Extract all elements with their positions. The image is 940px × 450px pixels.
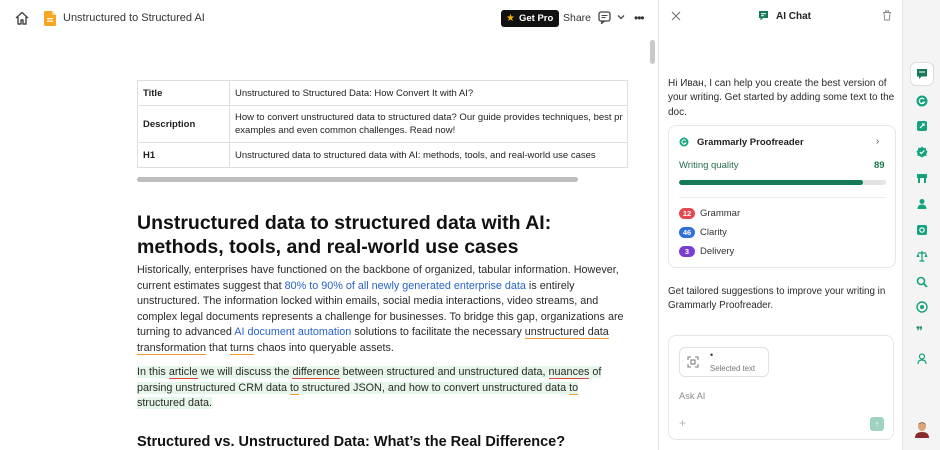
suggestion-underline[interactable]: nuances xyxy=(548,366,590,378)
automation-link[interactable]: AI document automation xyxy=(234,326,352,339)
text-run: chaos into queryable assets. xyxy=(254,341,394,354)
user-avatar[interactable] xyxy=(915,421,929,438)
quality-progress-fill xyxy=(679,180,863,185)
grammarly-icon xyxy=(679,137,689,147)
text-run: solutions to facilitate the necessary xyxy=(351,326,525,339)
plagiarism-checker-icon[interactable] xyxy=(916,301,928,313)
scales-icon[interactable] xyxy=(916,250,928,262)
horizontal-scrollbar[interactable] xyxy=(137,177,578,182)
ai-chat-icon xyxy=(758,10,769,21)
divider xyxy=(679,197,886,198)
table-row xyxy=(138,143,628,168)
scope-paragraph[interactable] xyxy=(137,365,627,412)
suggestion-underline[interactable]: article xyxy=(168,366,198,378)
document-title[interactable]: Unstructured to Structured AI xyxy=(63,12,205,24)
rewrite-icon[interactable] xyxy=(916,120,928,132)
description-line-1: How to convert unstructured data to structured data? Our guide provides techniques, best pr xyxy=(235,112,623,123)
table-cell-key: H1 xyxy=(138,143,230,168)
suggestion-underline[interactable]: unstructured data transformation xyxy=(137,326,609,354)
proofreader-title: Grammarly Proofreader xyxy=(697,137,804,148)
chip-bullet: • xyxy=(710,350,714,360)
greeting-message: Hi Иван, I can help you create the best version of your writing. Get started by adding some text to the doc. xyxy=(668,78,895,118)
ask-ai-input[interactable]: Ask AI xyxy=(679,391,706,401)
add-icon[interactable]: + xyxy=(679,416,687,430)
tailored-message: Get tailored suggestions to improve your writing in Grammarly Proofreader. xyxy=(668,286,886,312)
text-run: that xyxy=(206,341,231,354)
issue-grammar[interactable] xyxy=(679,208,740,219)
writing-quality-score: 89 xyxy=(874,160,885,171)
reader-reactions-icon[interactable] xyxy=(916,198,928,210)
comment-icon[interactable] xyxy=(598,11,611,24)
issue-count-badge: 46 xyxy=(679,227,695,238)
expert-review-icon[interactable] xyxy=(916,172,928,184)
vertical-scrollbar[interactable] xyxy=(650,40,655,64)
table-cell-value[interactable] xyxy=(230,106,628,143)
home-icon[interactable] xyxy=(14,10,30,26)
close-icon[interactable] xyxy=(671,11,681,21)
share-button[interactable]: Share xyxy=(563,12,592,24)
table-cell-value[interactable]: Unstructured data to structured data with AI: methods, tools, and real-world use cases xyxy=(230,143,628,168)
section-subheading[interactable]: Structured vs. Unstructured Data: What’s the Real Difference? xyxy=(137,434,566,450)
text-run: of parsing unstructured CRM data xyxy=(137,366,602,394)
suggestion-underline[interactable]: to xyxy=(569,381,579,394)
table-row xyxy=(138,81,628,106)
suggestion-underline[interactable]: difference xyxy=(292,366,340,378)
humanizer-icon[interactable] xyxy=(916,353,928,365)
trash-icon[interactable] xyxy=(882,10,892,21)
text-run: structured JSON, and how to convert unstructured data xyxy=(299,381,570,394)
ai-chat-panel xyxy=(658,0,902,450)
top-bar xyxy=(0,0,658,36)
selected-text-chip[interactable] xyxy=(679,347,769,377)
chat-input-box[interactable] xyxy=(668,335,894,440)
selection-icon xyxy=(687,356,699,368)
text-run: In this xyxy=(137,366,169,378)
table-cell-value[interactable]: Unstructured to Structured Data: How Convert It with AI? xyxy=(230,81,628,106)
description-line-2: examples and even common challenges. Read now! xyxy=(235,125,456,136)
star-icon: ★ xyxy=(506,13,515,24)
writing-quality-label: Writing quality xyxy=(679,160,739,171)
issue-label: Grammar xyxy=(700,208,741,219)
ai-chat-icon[interactable] xyxy=(916,68,928,80)
suggestion-underline[interactable]: to xyxy=(290,381,300,394)
more-options-icon[interactable]: ••• xyxy=(634,11,644,25)
document-canvas xyxy=(0,36,658,450)
article-heading[interactable]: Unstructured data to structured data with AI: methods, tools, and real-world use cases xyxy=(137,212,552,258)
text-run: between structured and unstructured data, xyxy=(339,366,549,378)
document-icon xyxy=(44,11,56,26)
issue-label: Clarity xyxy=(700,227,727,238)
quality-progress-bar xyxy=(679,180,886,185)
check-badge-icon[interactable] xyxy=(916,146,928,158)
chevron-down-icon[interactable] xyxy=(617,13,625,21)
chip-label: Selected text xyxy=(710,364,756,373)
text-run: we will discuss the xyxy=(197,366,293,378)
text-run: Historically, enterprises have functioned on the backbone of organized, tabular information. However, current estimates suggest that xyxy=(137,264,619,292)
seo-meta-table xyxy=(137,80,628,168)
issue-delivery[interactable] xyxy=(679,246,734,257)
table-row xyxy=(138,106,628,143)
get-pro-button[interactable] xyxy=(501,10,559,27)
chevron-right-icon[interactable]: › xyxy=(876,136,880,147)
search-icon[interactable] xyxy=(916,276,928,288)
issue-clarity[interactable] xyxy=(679,227,727,238)
stat-link[interactable]: 80% to 90% of all newly generated enterprise data xyxy=(284,279,526,292)
tool-rail xyxy=(902,0,940,450)
text-run: structured data. xyxy=(137,397,213,410)
proofreader-icon[interactable] xyxy=(916,95,928,107)
get-pro-label: Get Pro xyxy=(518,13,554,24)
proofreader-card[interactable] xyxy=(668,125,896,268)
issue-count-badge: 12 xyxy=(679,208,695,219)
suggestion-underline[interactable]: turns xyxy=(230,341,255,354)
citation-quote-icon[interactable]: ❞ xyxy=(916,324,924,338)
table-cell-key: Title xyxy=(138,81,230,106)
table-cell-key: Description xyxy=(138,106,230,143)
text-run: is entirely unstructured. The information locked within emails, social media interactions, video streams, and complex legal documents represents a challenge for businesses. To bridge this gap, organizations are turning to advanced xyxy=(137,279,624,339)
intro-paragraph[interactable] xyxy=(137,263,627,357)
issue-count-badge: 3 xyxy=(679,246,695,257)
ai-detector-icon[interactable] xyxy=(916,224,928,236)
issue-label: Delivery xyxy=(700,246,735,257)
panel-title: AI Chat xyxy=(776,11,811,22)
send-button[interactable]: ↑ xyxy=(870,417,884,431)
